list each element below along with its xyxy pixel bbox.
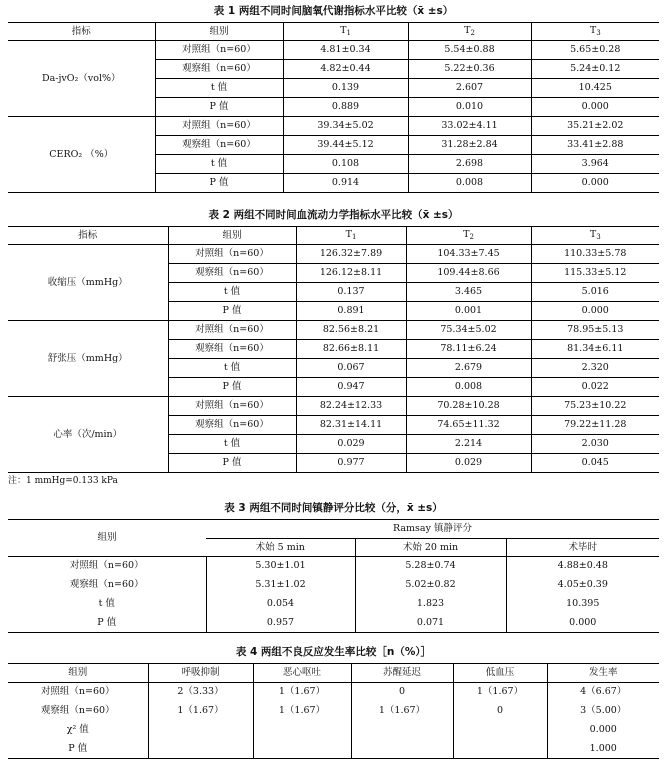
- t2-cell: P 值: [168, 302, 296, 321]
- t4-cell: [351, 740, 453, 759]
- t1-cell: 39.44±5.12: [283, 136, 408, 155]
- t4-cell: [148, 721, 253, 740]
- table1-caption: 表 1 两组不同时间脑氧代谢指标水平比较（x̄ ±s）: [213, 5, 454, 17]
- t1-header-t3: $T_3$: [531, 23, 659, 41]
- t4-cell: [351, 721, 453, 740]
- t4-cell: 1.000: [547, 740, 659, 759]
- t1-cell: 5.24±0.12: [531, 60, 659, 79]
- t1-cell: 0.889: [283, 98, 408, 117]
- t1-cell: 33.41±2.88: [531, 136, 659, 155]
- t1-cell: 5.54±0.88: [408, 41, 531, 60]
- table2-note: 注：1 mmHg=0.133 kPa: [8, 476, 118, 486]
- t2-cell: 0.000: [531, 302, 659, 321]
- t4-header-hypo: 低血压: [453, 664, 547, 683]
- t2-cell: 0.067: [296, 359, 406, 378]
- t4-cell: [148, 740, 253, 759]
- t1-header-t1: $T_1$: [283, 23, 408, 41]
- t2-cell: 0.891: [296, 302, 406, 321]
- t2-cell: 75.34±5.02: [406, 321, 531, 340]
- t4-cell: 2（3.33）: [148, 683, 253, 702]
- t1-cell: 0.108: [283, 155, 408, 174]
- t4-cell: [253, 740, 351, 759]
- t3-cell: 对照组（n=60）: [69, 560, 144, 572]
- t2-header-indicator: 指标: [8, 227, 168, 245]
- t4-cell: 0: [351, 683, 453, 702]
- t1-cell: P 值: [155, 98, 283, 117]
- t2-cell: 81.34±6.11: [531, 340, 659, 359]
- table2-caption: 表 2 两组不同时间血流动力学指标水平比较（x̄ ±s）: [208, 209, 459, 221]
- t3-cell: t 值: [98, 598, 115, 609]
- t1-cell: 31.28±2.84: [408, 136, 531, 155]
- t4-cell: 对照组（n=60）: [40, 686, 115, 698]
- t2-indicator-systolic: 收缩压（mmHg）: [8, 245, 168, 321]
- t2-cell: 0.137: [296, 283, 406, 302]
- t1-cell: 对照组（n=60）: [155, 41, 283, 60]
- t3-header-ramsay: Ramsay 镇静评分: [206, 520, 659, 539]
- t4-cell: [453, 721, 547, 740]
- t1-cell: 4.81±0.34: [283, 41, 408, 60]
- t3-header-20min: 术始 20 min: [355, 539, 506, 557]
- t2-cell: 0.045: [531, 454, 659, 473]
- t1-cell: 0.000: [531, 98, 659, 117]
- t2-header-t2: $T_2$: [406, 227, 531, 245]
- t4-header-delay: 苏醒延迟: [351, 664, 453, 683]
- t4-cell: 4（6.67）: [547, 683, 659, 702]
- t3-cell: 0.000: [506, 614, 659, 633]
- t4-cell: 1（1.67）: [148, 702, 253, 721]
- t3-cell: 5.02±0.82: [355, 576, 506, 595]
- t2-cell: 109.44±8.66: [406, 264, 531, 283]
- t4-cell: 1（1.67）: [253, 702, 351, 721]
- t2-cell: 75.23±10.22: [531, 397, 659, 416]
- t3-cell: P 值: [8, 614, 206, 633]
- t1-cell: 0.000: [531, 174, 659, 193]
- t2-cell: 104.33±7.45: [406, 245, 531, 264]
- t2-cell: t 值: [168, 359, 296, 378]
- table3: [8, 519, 659, 633]
- t3-cell: 0.071: [355, 614, 506, 633]
- t1-header-t2: $T_2$: [408, 23, 531, 41]
- t2-cell: 82.31±14.11: [296, 416, 406, 435]
- t1-cell: 10.425: [531, 79, 659, 98]
- t2-header-t3: $T_3$: [531, 227, 659, 245]
- t3-cell: 4.05±0.39: [506, 576, 659, 595]
- t2-cell: 对照组（n=60）: [168, 397, 296, 416]
- t3-cell: 5.28±0.74: [355, 557, 506, 576]
- t3-cell: 5.30±1.01: [206, 557, 355, 576]
- t2-cell: 126.12±8.11: [296, 264, 406, 283]
- t2-cell: P 值: [168, 454, 296, 473]
- t2-cell: 对照组（n=60）: [168, 245, 296, 264]
- t2-cell: 110.33±5.78: [531, 245, 659, 264]
- t4-header-group: 组别: [8, 664, 148, 683]
- t2-cell: 78.95±5.13: [531, 321, 659, 340]
- t2-cell: 82.56±8.21: [296, 321, 406, 340]
- t1-cell: 4.82±0.44: [283, 60, 408, 79]
- t2-cell: 2.030: [531, 435, 659, 454]
- t3-cell: 观察组（n=60）: [69, 579, 144, 590]
- t3-cell: 10.395: [506, 595, 659, 614]
- t1-cell: 39.34±5.02: [283, 117, 408, 136]
- t2-cell: 观察组（n=60）: [168, 340, 296, 359]
- t2-cell: t 值: [168, 283, 296, 302]
- t2-cell: 0.947: [296, 378, 406, 397]
- t4-cell: 观察组（n=60）: [40, 705, 115, 716]
- t2-cell: 115.33±5.12: [531, 264, 659, 283]
- t4-cell: 1（1.67）: [453, 683, 547, 702]
- t2-cell: 3.465: [406, 283, 531, 302]
- t2-cell: 78.11±6.24: [406, 340, 531, 359]
- t2-cell: 74.65±11.32: [406, 416, 531, 435]
- t2-indicator-diastolic: 舒张压（mmHg）: [8, 321, 168, 397]
- table2: [8, 226, 659, 473]
- t3-cell: 4.88±0.48: [506, 557, 659, 576]
- t2-cell: 2.679: [406, 359, 531, 378]
- t2-cell: 5.016: [531, 283, 659, 302]
- t4-cell: [253, 721, 351, 740]
- t3-cell: 1.823: [355, 595, 506, 614]
- t4-header-nausea: 恶心呕吐: [253, 664, 351, 683]
- t1-header-group: 组别: [155, 23, 283, 41]
- t2-cell: 0.001: [406, 302, 531, 321]
- t1-cell: 2.607: [408, 79, 531, 98]
- t2-header-t1: $T_1$: [296, 227, 406, 245]
- t1-cell: 3.964: [531, 155, 659, 174]
- t1-cell: t 值: [155, 79, 283, 98]
- table4: [8, 663, 659, 759]
- t3-header-group: 组别: [8, 520, 206, 557]
- t1-cell: 5.22±0.36: [408, 60, 531, 79]
- t2-cell: 70.28±10.28: [406, 397, 531, 416]
- t4-header-rate: 发生率: [547, 664, 659, 683]
- t1-indicator-dajvo2: Da-jvO₂（vol%）: [8, 41, 155, 117]
- t2-cell: 79.22±11.28: [531, 416, 659, 435]
- t1-cell: 0.008: [408, 174, 531, 193]
- t1-cell: 0.010: [408, 98, 531, 117]
- t2-cell: 0.029: [406, 454, 531, 473]
- t4-cell: 1（1.67）: [351, 702, 453, 721]
- table4-caption: 表 4 两组不良反应发生率比较［n（%）］: [235, 646, 432, 658]
- t1-cell: 0.914: [283, 174, 408, 193]
- table1: [8, 22, 659, 193]
- t2-cell: 0.008: [406, 378, 531, 397]
- t2-cell: t 值: [168, 435, 296, 454]
- t1-cell: P 值: [155, 174, 283, 193]
- t2-cell: 126.32±7.89: [296, 245, 406, 264]
- t1-cell: 5.65±0.28: [531, 41, 659, 60]
- t2-cell: 观察组（n=60）: [168, 264, 296, 283]
- t3-cell: 0.054: [206, 595, 355, 614]
- t3-header-end: 术毕时: [506, 539, 659, 557]
- t1-indicator-cero2: CERO₂ （%）: [8, 117, 155, 193]
- t4-cell: 1（1.67）: [253, 683, 351, 702]
- t4-cell: 3（5.00）: [547, 702, 659, 721]
- t1-cell: 观察组（n=60）: [155, 136, 283, 155]
- t2-cell: 0.022: [531, 378, 659, 397]
- t4-header-resp: 呼吸抑制: [148, 664, 253, 683]
- t1-header-indicator: 指标: [8, 23, 155, 41]
- t1-cell: 2.698: [408, 155, 531, 174]
- t2-cell: 观察组（n=60）: [168, 416, 296, 435]
- t2-header-group: 组别: [168, 227, 296, 245]
- t2-cell: 82.66±8.11: [296, 340, 406, 359]
- t2-indicator-heart-rate: 心率（次/min）: [8, 397, 168, 473]
- t2-cell: 82.24±12.33: [296, 397, 406, 416]
- t4-cell: 0: [453, 702, 547, 721]
- t4-cell: P 值: [8, 740, 148, 759]
- t3-cell: 0.957: [206, 614, 355, 633]
- t2-cell: 0.977: [296, 454, 406, 473]
- t1-cell: 0.139: [283, 79, 408, 98]
- t1-cell: 35.21±2.02: [531, 117, 659, 136]
- t3-header-5min: 术始 5 min: [206, 539, 355, 557]
- t2-cell: 对照组（n=60）: [168, 321, 296, 340]
- t2-cell: P 值: [168, 378, 296, 397]
- t1-cell: 观察组（n=60）: [155, 60, 283, 79]
- t2-cell: 2.214: [406, 435, 531, 454]
- t4-cell: χ² 值: [66, 724, 89, 735]
- t2-cell: 0.029: [296, 435, 406, 454]
- t1-cell: t 值: [155, 155, 283, 174]
- t3-cell: 5.31±1.02: [206, 576, 355, 595]
- t1-cell: 对照组（n=60）: [155, 117, 283, 136]
- table3-caption: 表 3 两组不同时间镇静评分比较（分，x̄ ±s）: [224, 502, 443, 514]
- t1-cell: 33.02±4.11: [408, 117, 531, 136]
- t4-cell: 0.000: [547, 721, 659, 740]
- t4-cell: [453, 740, 547, 759]
- t2-cell: 2.320: [531, 359, 659, 378]
